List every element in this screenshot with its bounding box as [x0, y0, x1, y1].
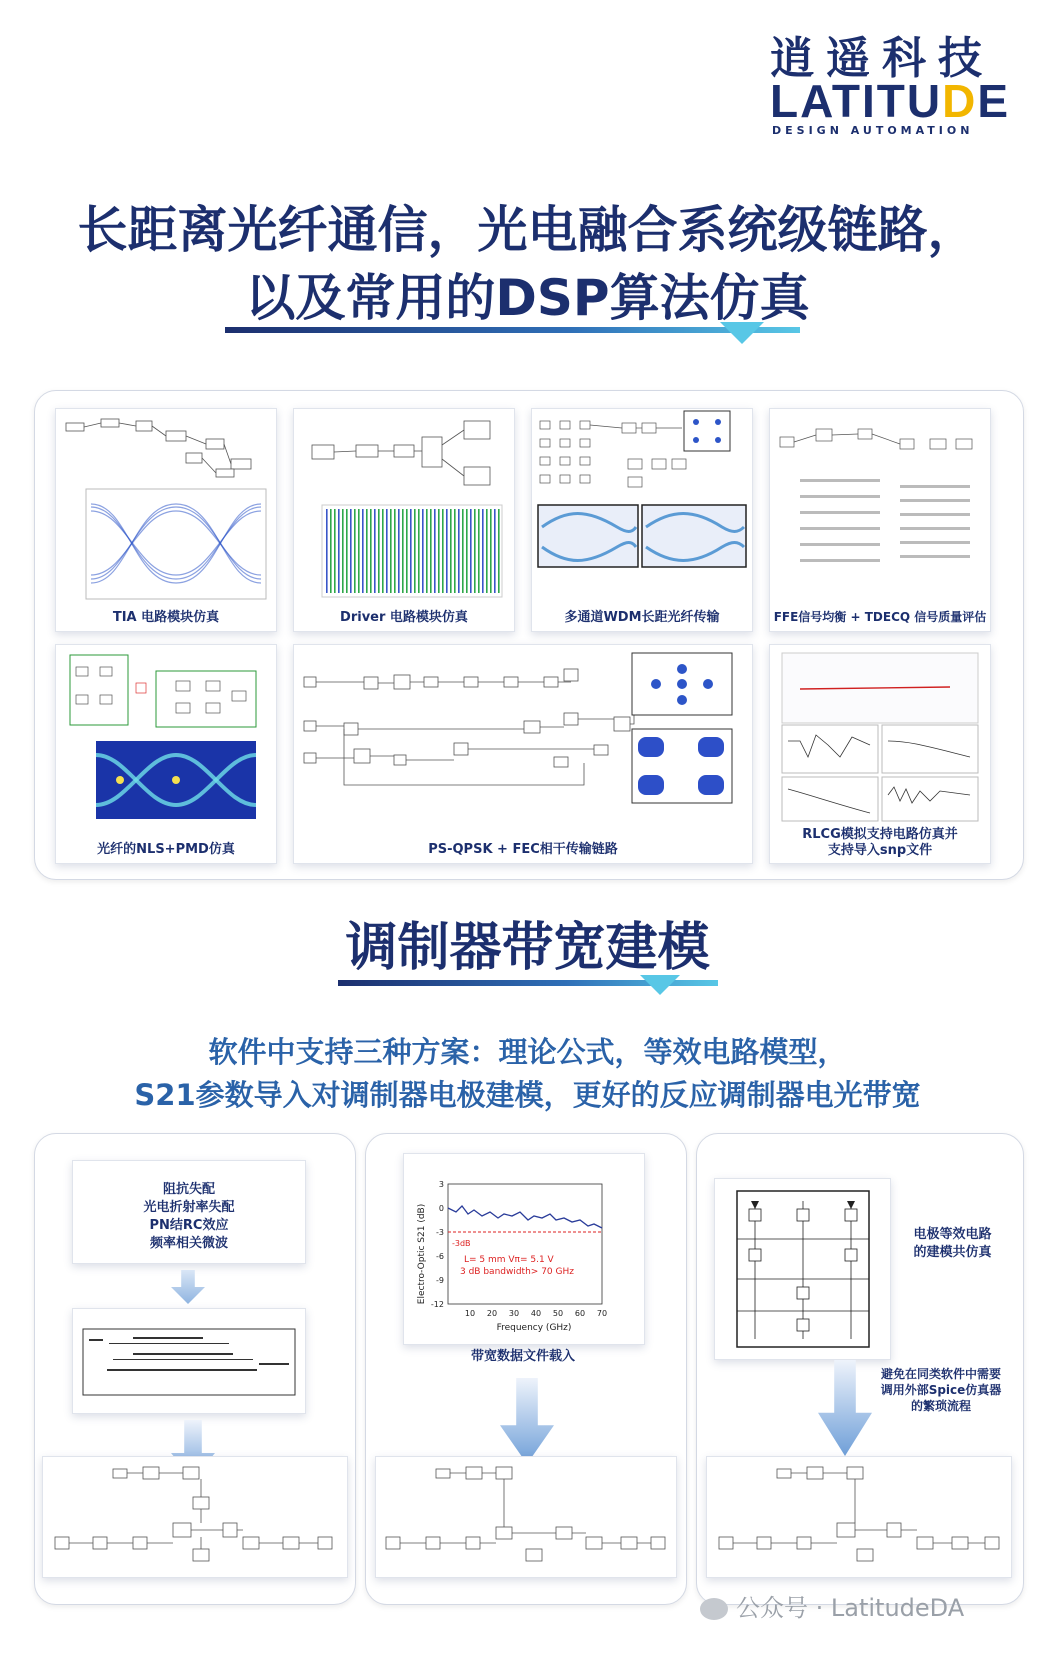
bitstream-bar [394, 509, 396, 593]
ffe-figure [770, 409, 990, 605]
chart-yticks [431, 1180, 444, 1309]
impairment-item: 频率相关微波 [149, 1236, 228, 1251]
bitstream-bar [386, 509, 388, 593]
bitstream-bar [438, 509, 440, 593]
bitstream-bar [410, 509, 412, 593]
logo-en-prefix: LATITU [770, 75, 943, 127]
chart-xlabel: Frequency (GHz) [496, 1323, 572, 1333]
bitstream-bar [490, 509, 492, 593]
card-caption: PS-QPSK + FEC相干传输链路 [428, 842, 618, 857]
chevron-down-icon [640, 975, 680, 995]
card-caption: 光纤的NLS+PMD仿真 [97, 842, 235, 857]
bitstream-bar [414, 509, 416, 593]
card-tia [55, 408, 277, 632]
schematic-figure [376, 1457, 676, 1577]
label-line: 电极等效电路 [913, 1227, 992, 1242]
bitstream-bar [450, 509, 452, 593]
bitstream-bar [446, 509, 448, 593]
bitstream-bar [498, 509, 500, 593]
watermark-text: 公众号 · LatitudeDA [736, 1594, 965, 1622]
spice-note [866, 1366, 1016, 1414]
bitstream-bar [454, 509, 456, 593]
bitstream-bar [334, 509, 336, 593]
svg-text:50: 50 [552, 1309, 564, 1318]
label-line: 的建模共仿真 [913, 1245, 992, 1260]
card-rlcg [769, 644, 991, 864]
impairment-item: 光电折射率失配 [143, 1200, 235, 1215]
section2-subtitle-line2: S21参数导入对调制器电极建模，更好的反应调制器电光带宽 [134, 1078, 921, 1112]
headline-line1: 长距离光纤通信，光电融合系统级链路， [77, 201, 978, 259]
svg-text:-6: -6 [436, 1252, 444, 1261]
svg-text:3: 3 [438, 1180, 444, 1189]
headline-underline [225, 327, 800, 333]
bitstream-bar [470, 509, 472, 593]
bandwidth-formula-icon [73, 1309, 305, 1413]
s21-chart-card [403, 1153, 645, 1345]
bitstream-bar [366, 509, 368, 593]
bitstream-bar [362, 509, 364, 593]
wechat-icon [700, 1598, 728, 1620]
bitstream-bar [422, 509, 424, 593]
bitstream-bar [378, 509, 380, 593]
note-line: 调用外部Spice仿真器 [880, 1383, 1002, 1397]
bitstream-bar [370, 509, 372, 593]
bitstream-bar [474, 509, 476, 593]
chart-annotation: L= 5 mm Vπ= 5.1 V [464, 1255, 554, 1265]
svg-text:0: 0 [438, 1204, 444, 1213]
wdm-figure [532, 409, 752, 605]
bitstream-bar [466, 509, 468, 593]
card-ps-qpsk [293, 644, 753, 864]
card-wdm [531, 408, 753, 632]
bitstream-bar [418, 509, 420, 593]
headline-line2: 以及常用的DSP算法仿真 [245, 269, 810, 327]
bitstream-bar [398, 509, 400, 593]
formula-box [72, 1308, 306, 1414]
chevron-down-icon [720, 322, 764, 344]
svg-text:-3: -3 [436, 1228, 444, 1237]
svg-text:30: 30 [508, 1309, 520, 1318]
bitstream-bar [442, 509, 444, 593]
logo-tagline: DESIGN AUTOMATION [772, 124, 974, 137]
s21-chart [404, 1154, 644, 1344]
bitstream-bar [482, 509, 484, 593]
tia-figure [56, 409, 276, 605]
card-caption: Driver 电路模块仿真 [340, 610, 468, 625]
bitstream-bar [430, 509, 432, 593]
bitstream-bar [494, 509, 496, 593]
schematic-figure [707, 1457, 1011, 1577]
card-caption: 多通道WDM长距光纤传输 [564, 610, 720, 625]
circuit-schematic [706, 1456, 1012, 1578]
s21-schematic [375, 1456, 677, 1578]
ps-qpsk-figure [294, 645, 752, 837]
svg-text:60: 60 [574, 1309, 586, 1318]
bitstream-bar [326, 509, 328, 593]
schematic-figure [43, 1457, 347, 1577]
s21-caption: 带宽数据文件载入 [470, 1349, 575, 1364]
card-ffe [769, 408, 991, 632]
nls-pmd-figure [56, 645, 276, 837]
bitstream-bar [426, 509, 428, 593]
bitstream-bar [402, 509, 404, 593]
bitstream-bar [458, 509, 460, 593]
caption-line2: 支持导入snp文件 [827, 843, 933, 858]
bitstream-bar [486, 509, 488, 593]
bitstream-bar [478, 509, 480, 593]
chart-marker-label: -3dB [452, 1239, 471, 1248]
card-nls-pmd [55, 644, 277, 864]
logo-chinese-name: 逍遥科技 [770, 33, 994, 84]
section2-subtitle-line1: 软件中支持三种方案：理论公式，等效电路模型， [208, 1035, 847, 1069]
bitstream-bar [406, 509, 408, 593]
chart-annotation: 3 dB bandwidth> 70 GHz [460, 1267, 574, 1277]
impairment-item: PN结RC效应 [149, 1218, 229, 1233]
svg-text:10: 10 [464, 1309, 476, 1318]
svg-text:40: 40 [530, 1309, 542, 1318]
svg-text:70: 70 [596, 1309, 608, 1318]
bitstream-bar [374, 509, 376, 593]
note-line: 的繁琐流程 [910, 1399, 971, 1413]
card-caption [770, 827, 990, 859]
bitstream-bar [346, 509, 348, 593]
bitstream-bar [434, 509, 436, 593]
bitstream-bar [462, 509, 464, 593]
caption-line1: RLCG模拟支持电路仿真并 [802, 827, 958, 842]
bitstream-bar [390, 509, 392, 593]
bitstream-bar [330, 509, 332, 593]
card-driver [293, 408, 515, 632]
svg-text:-12: -12 [430, 1300, 444, 1309]
company-logo [770, 22, 1025, 137]
bitstream-bar [354, 509, 356, 593]
equivalent-circuit-figure [715, 1179, 890, 1359]
watermark [700, 1588, 964, 1623]
theory-schematic [42, 1456, 348, 1578]
note-line: 避免在同类软件中需要 [880, 1367, 1001, 1381]
chart-ylabel: Electro-Optic S21 (dB) [417, 1203, 427, 1305]
card-caption: FFE信号均衡 + TDECQ 信号质量评估 [773, 610, 987, 624]
bitstream-bar [342, 509, 344, 593]
bitstream-bar [358, 509, 360, 593]
svg-text:-9: -9 [436, 1276, 444, 1285]
logo-english-name [770, 74, 1010, 128]
section2-title: 调制器带宽建模 [345, 918, 710, 978]
rlcg-figure [770, 645, 990, 825]
logo-en-accent: D [942, 75, 978, 127]
card-caption: TIA 电路模块仿真 [112, 610, 220, 625]
equivalent-circuit-label [895, 1226, 1010, 1262]
chart-xticks [465, 1309, 607, 1318]
driver-figure [294, 409, 514, 605]
bitstream-bar [382, 509, 384, 593]
equivalent-circuit-card [714, 1178, 891, 1360]
impairment-item: 阻抗失配 [162, 1182, 215, 1197]
logo-en-suffix: E [977, 75, 1011, 127]
bitstream-bar [338, 509, 340, 593]
svg-text:20: 20 [486, 1309, 498, 1318]
impairments-box [72, 1160, 306, 1264]
bitstream-bar [350, 509, 352, 593]
